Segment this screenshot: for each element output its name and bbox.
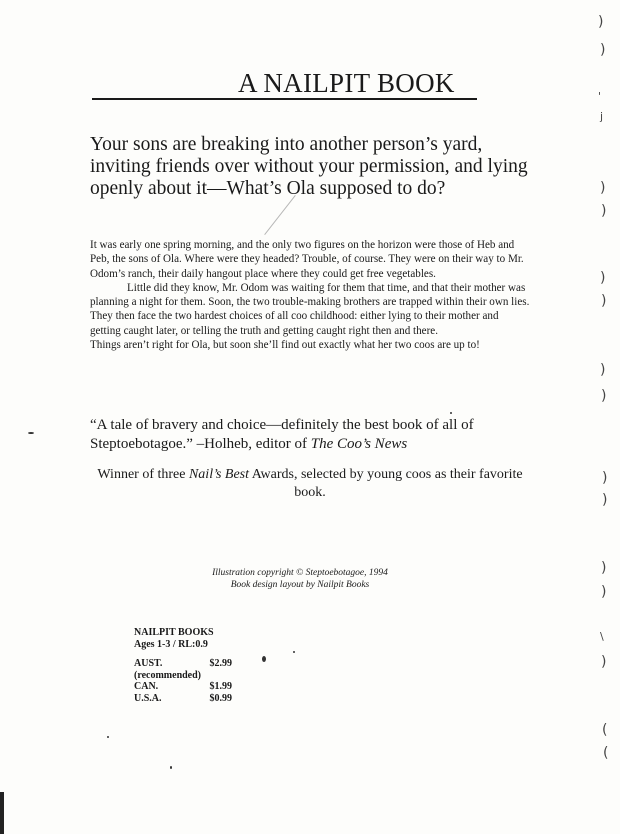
review-quote-text: “A tale of bravery and choice—definitely the best book of all of Steptoebotagoe.” –Holheb, editor of <box>90 417 474 452</box>
headline: Your sons are breaking into another person’s yard, inviting friends over without your permission, and lying openly about it—What’s Ola supposed to do? <box>90 134 528 199</box>
price-region: U.S.A. <box>134 692 162 704</box>
review-quote <box>90 416 530 454</box>
price-region: CAN. <box>134 681 159 692</box>
publisher-box <box>134 627 254 704</box>
scan-speck <box>107 736 109 738</box>
scan-mark: ) <box>600 270 606 286</box>
scan-mark: ) <box>601 203 607 219</box>
reading-level: Ages 1-3 / RL:0.9 <box>134 638 208 650</box>
scan-mark: \ <box>600 630 604 643</box>
synopsis-paragraph-2: Little did they know, Mr. Odom was waiting for them that time, and that their mother was planning a night for them. Soon, the two trouble-making brothers are trapped within their own lies. They then face the two hardest choices of all coo childhood: either lying to their mother and getting caught later, or telling the truth and getting caught right then and there. <box>90 281 530 337</box>
synopsis-paragraph-1: It was early one spring morning, and the only two figures on the horizon were those of Heb and Peb, the sons of Ola. Where were they headed? Trouble, of course. They were on their way to Mr. Odom’s ranch, their daily hangout place where they could get free vegetables. <box>90 239 524 280</box>
price-region: AUST. <box>134 658 163 669</box>
scan-mark: ) <box>600 180 606 196</box>
title-underline <box>92 98 477 100</box>
awards-pre: Winner of three <box>97 467 189 482</box>
scan-mark: ) <box>601 560 607 576</box>
scan-mark: ( <box>602 722 608 738</box>
scan-mark: ( <box>603 745 609 761</box>
price-row <box>134 693 232 705</box>
scan-speck <box>293 651 295 653</box>
credits <box>100 567 500 591</box>
price-value: $1.99 <box>209 681 232 692</box>
scan-edge-bar <box>0 792 4 834</box>
scan-mark: ) <box>601 654 607 670</box>
price-value: $2.99 <box>209 658 232 669</box>
publisher-name: NAILPIT BOOKS <box>134 627 214 638</box>
design-credit: Book design layout by Nailpit Books <box>230 580 370 590</box>
scan-mark: j <box>600 110 604 123</box>
scan-speck <box>450 412 452 414</box>
pencil-stroke <box>264 195 296 235</box>
scan-mark: ) <box>601 293 607 309</box>
price-row <box>134 658 232 670</box>
review-publication: The Coo’s News <box>310 436 408 452</box>
scan-speck <box>170 766 172 769</box>
scan-speck <box>28 432 34 434</box>
scan-mark: ) <box>600 362 606 378</box>
scan-mark: ) <box>601 584 607 600</box>
scan-mark: ) <box>602 470 608 486</box>
scan-mark: ) <box>600 42 606 58</box>
scan-mark: ) <box>598 14 604 30</box>
price-row <box>134 681 232 693</box>
awards-post: Awards, selected by young coos as their favorite book. <box>249 467 523 500</box>
book-title: A NAILPIT BOOK <box>238 68 455 98</box>
award-name: Nail’s Best <box>188 467 249 482</box>
awards-line <box>90 466 530 501</box>
synopsis <box>90 238 530 352</box>
scan-mark: ) <box>601 388 607 404</box>
scan-mark: ) <box>602 492 608 508</box>
price-value: $0.99 <box>209 692 232 704</box>
synopsis-paragraph-3: Things aren’t right for Ola, but soon she’ll find out exactly what her two coos are up to! <box>90 339 480 352</box>
scan-mark: ' <box>598 90 602 103</box>
price-note: (recommended) <box>134 669 202 681</box>
illustration-credit: Illustration copyright © Steptoebotagoe, 1994 <box>212 568 388 578</box>
scan-speck <box>262 656 266 662</box>
